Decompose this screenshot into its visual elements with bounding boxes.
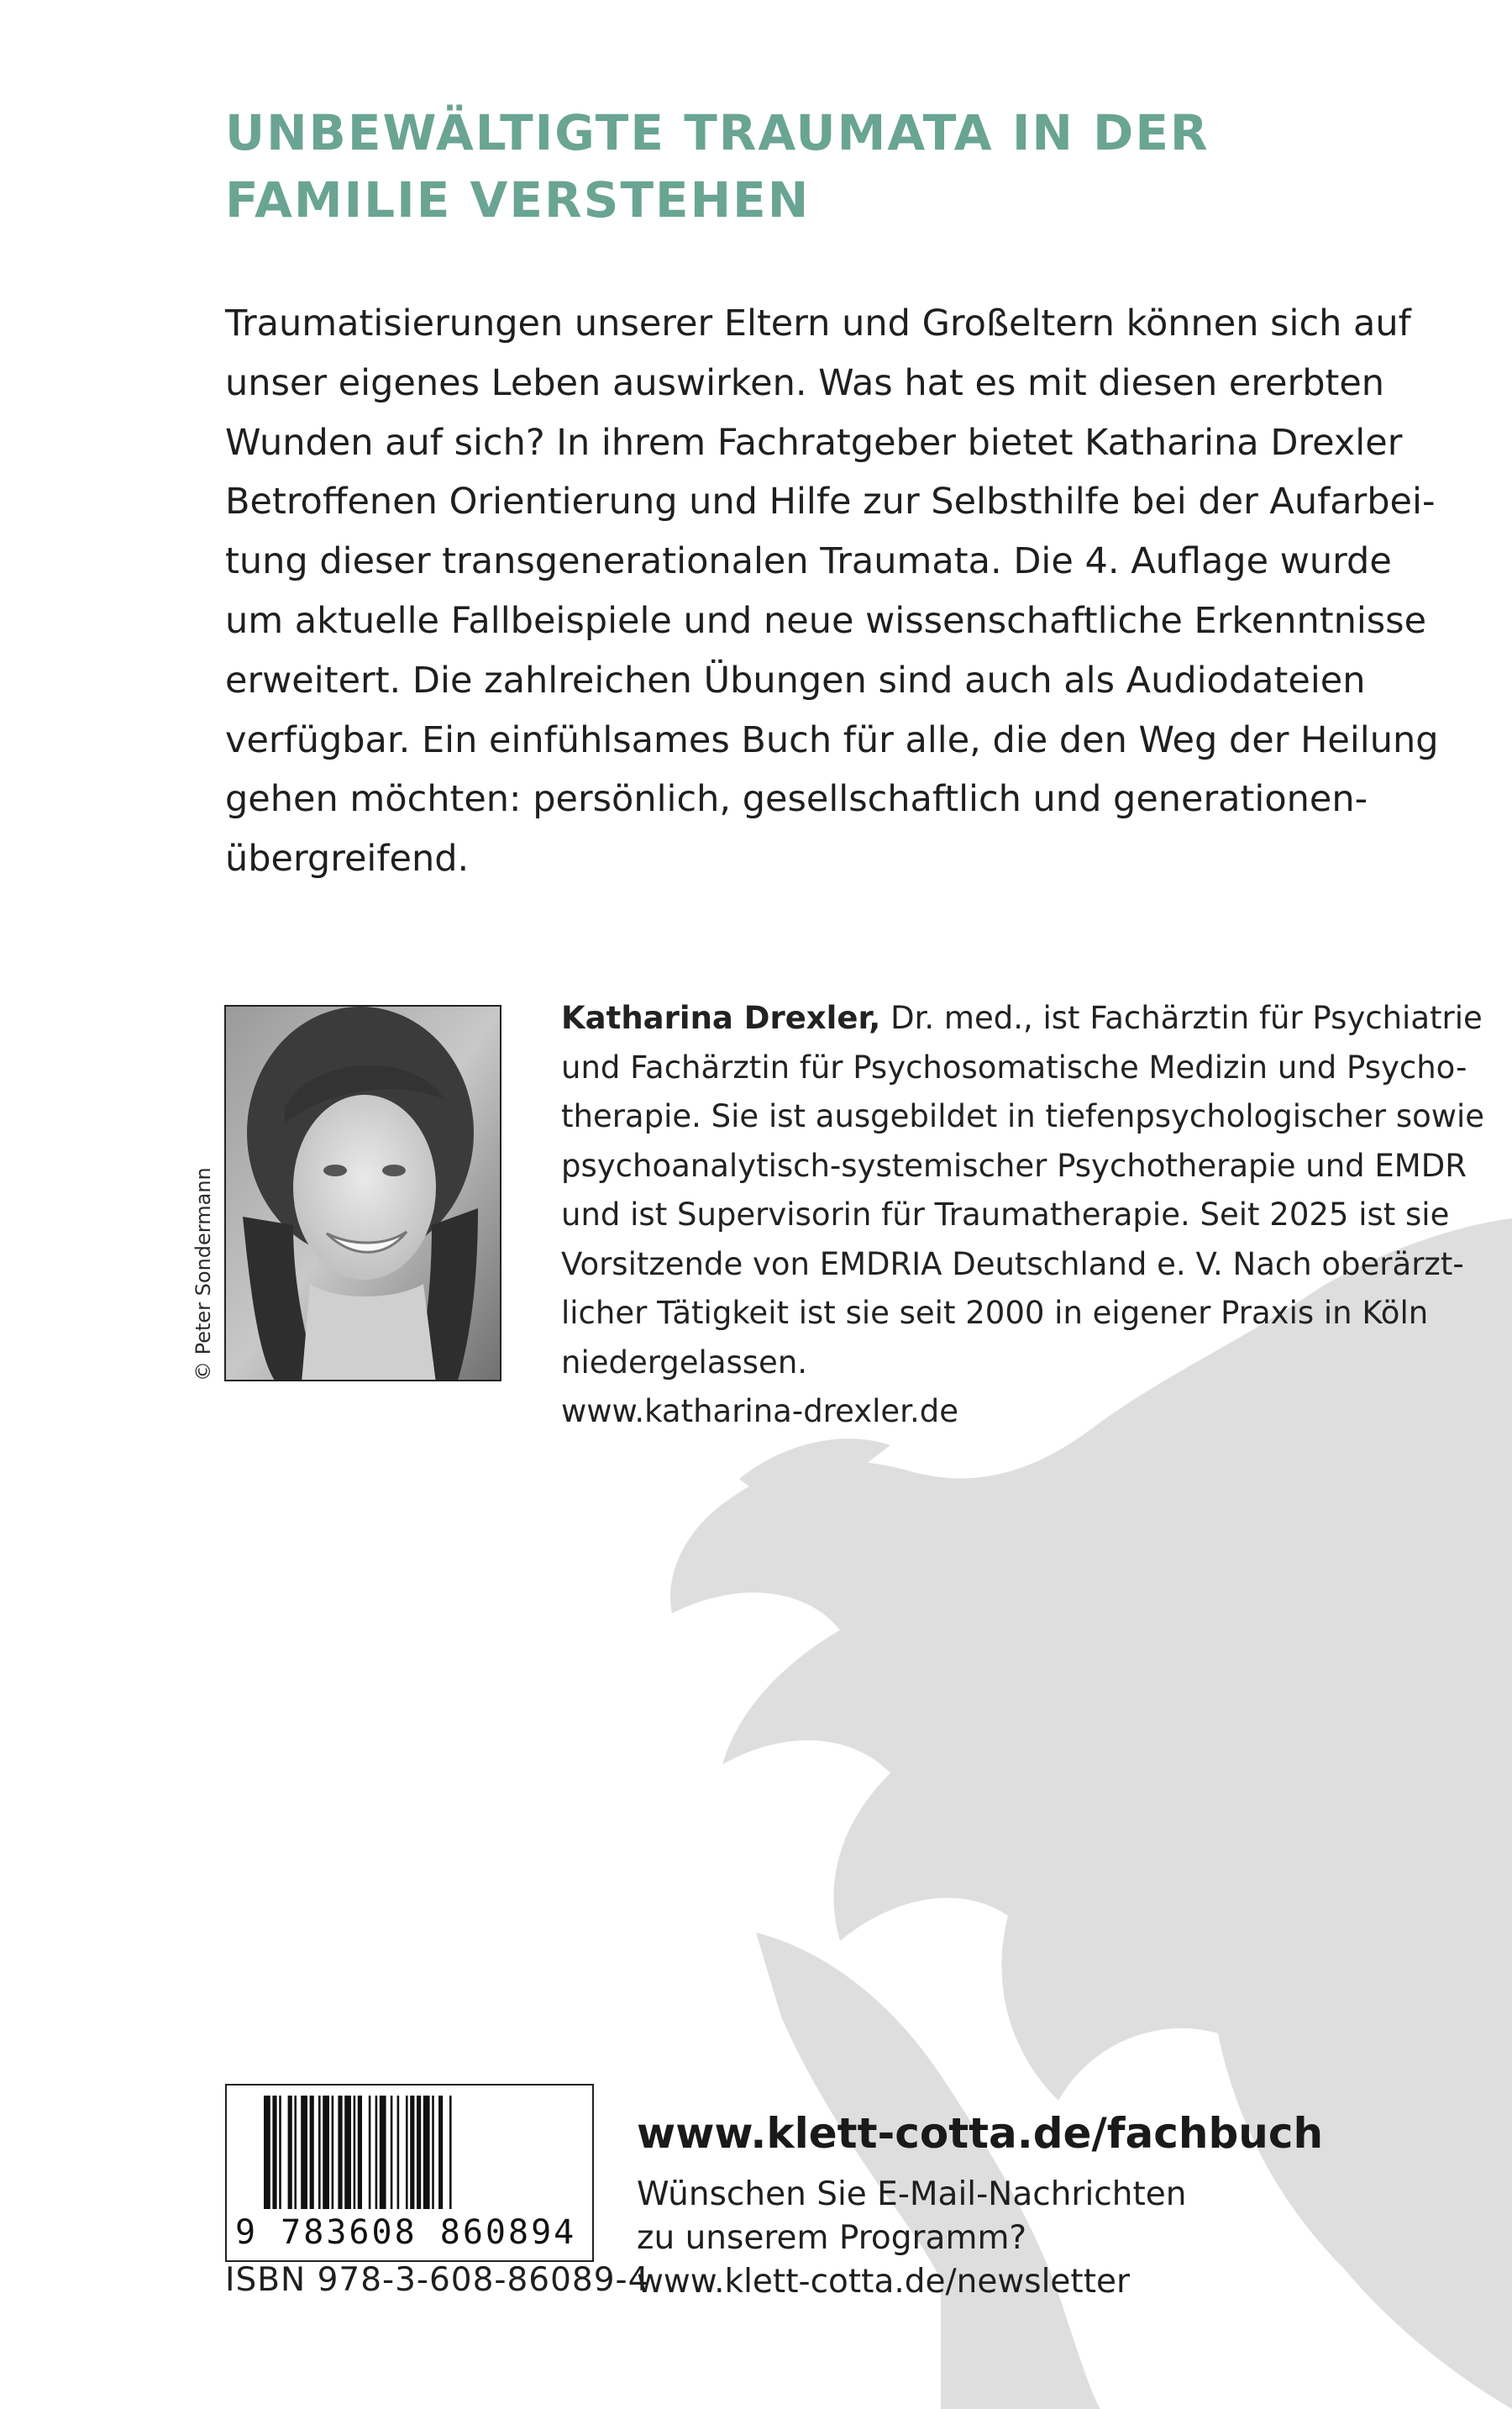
photo-credit: © Peter Sondermann bbox=[192, 1167, 215, 1381]
bio-line-first bbox=[561, 994, 1485, 1044]
bio-line: licher Tätigkeit ist sie seit 2000 in eigener Praxis in Köln bbox=[561, 1295, 1429, 1331]
author-bio bbox=[561, 994, 1485, 1437]
bio-line: und Fachärztin für Psychosomatische Medizin und Psycho- bbox=[561, 1049, 1467, 1086]
newsletter-block bbox=[637, 2173, 1186, 2304]
newsletter-line-2: zu unserem Programm? bbox=[637, 2219, 1027, 2257]
barcode-bar bbox=[332, 2096, 334, 2209]
author-name: Katharina Drexler, bbox=[561, 1000, 881, 1036]
heading-line-1: UNBEWÄLTIGTE TRAUMATA IN DER bbox=[225, 104, 1210, 161]
newsletter-line-1: Wünschen Sie E-Mail-Nachrichten bbox=[637, 2175, 1187, 2213]
blurb-line: gehen möchten: persönlich, gesellschaftlich und generationen- bbox=[225, 778, 1368, 821]
heading-line-2: FAMILIE VERSTEHEN bbox=[225, 171, 811, 229]
bio-line: therapie. Sie ist ausgebildet in tiefenpsychologischer sowie bbox=[561, 1098, 1485, 1134]
bio-line: psychoanalytisch-systemischer Psychotherapie und EMDR bbox=[561, 1147, 1467, 1184]
barcode-bar bbox=[432, 2096, 434, 2209]
barcode-bar bbox=[301, 2096, 307, 2209]
barcode-bar bbox=[438, 2096, 443, 2209]
barcode-bar bbox=[423, 2096, 430, 2209]
barcode-bars bbox=[260, 2096, 563, 2213]
blurb-line: tung dieser transgenerationalen Traumata. Die 4. Auflage wurde bbox=[225, 540, 1392, 583]
barcode-bar bbox=[410, 2096, 414, 2209]
barcode-bar bbox=[318, 2096, 321, 2209]
barcode-bar bbox=[380, 2096, 386, 2209]
bio-line: und ist Supervisorin für Traumatherapie. Seit 2025 ist sie bbox=[561, 1197, 1450, 1233]
barcode-bar bbox=[279, 2096, 281, 2209]
barcode-bar bbox=[391, 2096, 393, 2209]
blurb-line: verfügbar. Ein einfühlsames Buch für alle, die den Weg der Heilung bbox=[225, 718, 1439, 761]
isbn-number: ISBN 978-3-608-86089-4 bbox=[225, 2261, 650, 2299]
blurb-line: erweitert. Die zahlreichen Übungen sind auch als Audiodateien bbox=[225, 659, 1366, 702]
newsletter-url[interactable]: www.klett-cotta.de/newsletter bbox=[637, 2263, 1131, 2301]
bio-first-line-rest: Dr. med., ist Fachärztin für Psychiatrie bbox=[880, 1000, 1483, 1036]
author-website[interactable]: www.katharina-drexler.de bbox=[561, 1393, 958, 1429]
barcode-bar bbox=[417, 2096, 421, 2209]
barcode-bar bbox=[406, 2096, 408, 2209]
barcode-bar bbox=[344, 2096, 351, 2209]
barcode-bar bbox=[288, 2096, 292, 2209]
barcode-bar bbox=[449, 2096, 452, 2209]
barcode-bar bbox=[272, 2096, 276, 2209]
barcode-bar bbox=[294, 2096, 297, 2209]
barcode-bar bbox=[369, 2096, 371, 2209]
blurb-line: Wunden auf sich? In ihrem Fachratgeber bietet Katharina Drexler bbox=[225, 421, 1403, 464]
blurb-line: um aktuelle Fallbeispiele und neue wissenschaftliche Erkenntnisse bbox=[225, 599, 1427, 642]
barcode bbox=[225, 2084, 594, 2262]
blurb-text bbox=[225, 294, 1439, 889]
publisher-url[interactable]: www.klett-cotta.de/fachbuch bbox=[637, 2109, 1324, 2158]
barcode-bar bbox=[397, 2096, 400, 2209]
barcode-bar bbox=[310, 2096, 314, 2209]
book-heading bbox=[225, 99, 1317, 234]
blurb-line: Betroffenen Orientierung und Hilfe zur Selbsthilfe bei der Aufarbei- bbox=[225, 481, 1436, 523]
bio-line: Vorsitzende von EMDRIA Deutschland e. V. Nach oberärzt- bbox=[561, 1245, 1464, 1282]
barcode-bar bbox=[323, 2096, 329, 2209]
bio-line: niedergelassen. bbox=[561, 1344, 808, 1381]
author-photo bbox=[224, 1005, 501, 1381]
blurb-line: übergreifend. bbox=[225, 838, 470, 881]
blurb-line: unser eigenes Leben auswirken. Was hat es mit diesen ererbten bbox=[225, 361, 1385, 404]
barcode-bar bbox=[264, 2096, 270, 2209]
barcode-digits: 9 783608 860894 bbox=[235, 2213, 577, 2252]
barcode-bar bbox=[358, 2096, 362, 2209]
barcode-bar bbox=[354, 2096, 356, 2209]
barcode-bar bbox=[338, 2096, 342, 2209]
barcode-bar bbox=[375, 2096, 378, 2209]
blurb-line: Traumatisierungen unserer Eltern und Großeltern können sich auf bbox=[225, 302, 1411, 345]
